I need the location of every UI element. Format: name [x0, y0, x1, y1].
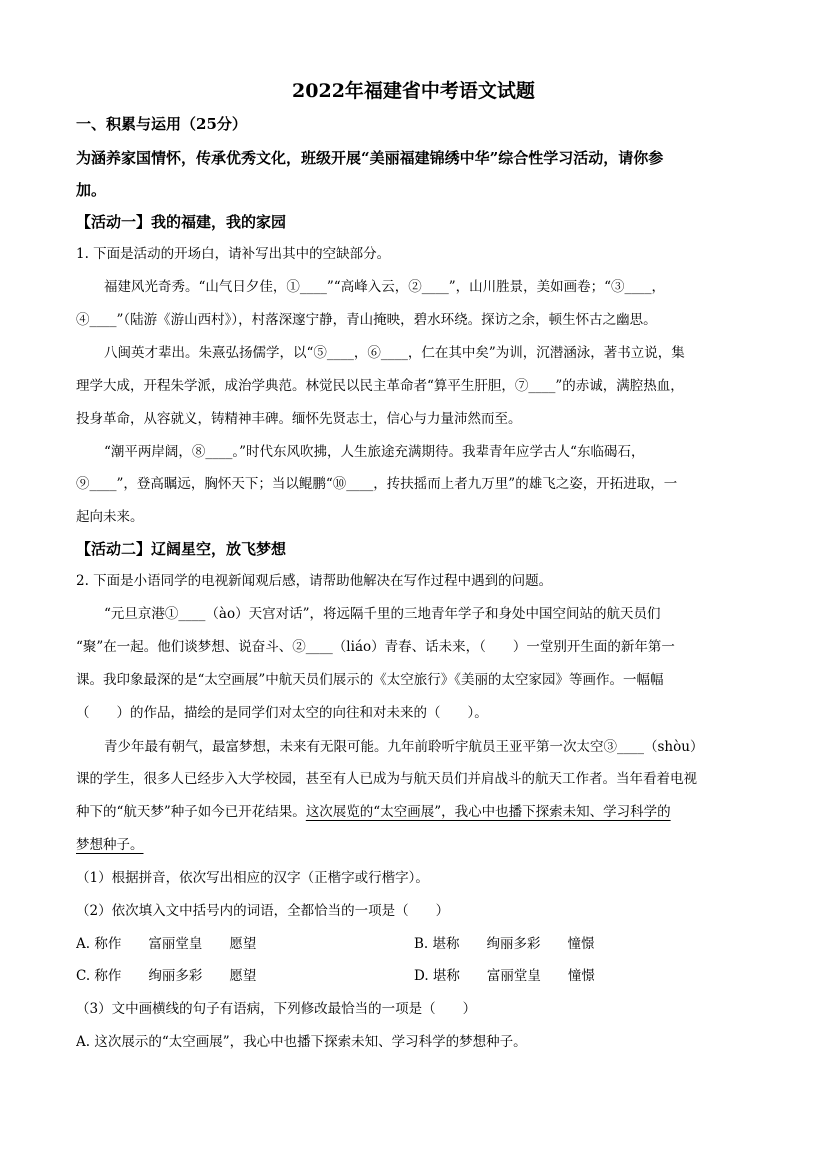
- activity2-header: 【活动二】辽阔星空，放飞梦想: [76, 540, 287, 558]
- option-d: D. 堪称 富丽堂皇 憧憬: [414, 968, 595, 984]
- activity1-line-4: 理学大成，开程朱学派，成治学典范。林觉民以民主革命者“算平生肝胆，⑦____”的赤诚，满腔热血，: [76, 378, 684, 394]
- option-c: C. 称作 绚丽多彩 愿望: [76, 968, 257, 984]
- activity1-line-2: ④____”（陆游《游山西村》），村落深邃宁静，青山掩映，碧水环绕。探访之余，顿生怀古之幽思。: [76, 312, 657, 328]
- activity2-line-7: [76, 802, 752, 822]
- activity2-question: 2. 下面是小语同学的电视新闻观后感，请帮助他解决在写作过程中遇到的问题。: [76, 573, 553, 589]
- section-header: 一、积累与运用（25分）: [76, 115, 247, 133]
- option-a: A. 称作 富丽堂皇 愿望: [76, 936, 257, 952]
- activity1-line-8: 起向未来。: [76, 509, 144, 525]
- activity2-line-6: 课的学生，很多人已经步入大学校园，甚至有人已成为与航天员们并肩战斗的航天工作者。当年看着电视: [76, 771, 697, 787]
- activity2-line-1: “元旦京港①____（ào）天宫对话”，将远隔千里的三地青年学子和身处中国空间站的航天员们: [104, 606, 661, 622]
- activity2-line-5: 青少年最有朝气，最富梦想，未来有无限可能。九年前聆听宇航员王亚平第一次太空③____（shòu）: [104, 739, 704, 755]
- activity1-line-1: 福建风光奇秀。“山气日夕佳，①____”“高峰入云，②____”，山川胜景，美如画卷；“③____，: [104, 279, 666, 295]
- activity2-line-8: [76, 835, 752, 855]
- activity1-line-3: 八闽英才辈出。朱熹弘扬儒学，以“⑤____，⑥____，仁在其中矣”为训，沉潜涵泳，著书立说，集: [104, 345, 685, 361]
- options-row-2: [76, 966, 752, 986]
- intro-line-2: 加。: [76, 181, 107, 199]
- sub-question-3-option-a: A. 这次展示的“太空画展”，我心中也播下探索未知、学习科学的梦想种子。: [76, 1034, 527, 1050]
- intro-line-1: 为涵养家国情怀，传承优秀文化，班级开展“美丽福建锦绣中华”综合性学习活动，请你参: [76, 149, 664, 167]
- page-title: 2022年福建省中考语文试题: [292, 80, 535, 102]
- activity1-question: 1. 下面是活动的开场白，请补写出其中的空缺部分。: [76, 246, 391, 262]
- activity1-header: 【活动一】我的福建，我的家园: [76, 213, 287, 231]
- sub-question-2: （2）依次填入文中括号内的词语，全都恰当的一项是（ ）: [76, 903, 450, 919]
- activity2-line-3: 课。我印象最深的是“太空画展”中航天员们展示的《太空旅行》《美丽的太空家园》等画作。一幅幅: [76, 672, 664, 688]
- activity1-line-5: 投身革命，从容就义，铸精神丰碑。缅怀先贤志士，信心与力量沛然而至。: [76, 411, 522, 427]
- underlined-sentence-part-1: 这次展览的“太空画展”，我心中也播下探索未知、学习科学的: [305, 804, 671, 820]
- underlined-sentence-part-2: 梦想种子。: [76, 837, 144, 853]
- sub-question-1: （1）根据拼音，依次写出相应的汉字（正楷字或行楷字）。: [76, 870, 429, 886]
- sub-question-3: （3）文中画横线的句子有语病，下列修改最恰当的一项是（ ）: [76, 1001, 477, 1017]
- activity1-line-7: ⑨____”，登高瞩远，胸怀天下；当以鲲鹏“⑩____，抟扶摇而上者九万里”的雄飞之姿，开拓进取，一: [76, 476, 678, 492]
- options-row-1: [76, 934, 752, 954]
- activity2-line-2: “聚”在一起。他们谈梦想、说奋斗、②____（liáo）青春、话未来，（ ）一堂别开生面的新年第一: [76, 639, 675, 655]
- activity2-line-4: （ ）的作品，描绘的是同学们对太空的向往和对未来的（ ）。: [76, 705, 488, 721]
- option-b: B. 堪称 绚丽多彩 憧憬: [414, 936, 595, 952]
- activity1-line-6: “潮平两岸阔，⑧____。”时代东风吹拂，人生旅途充满期待。我辈青年应学古人“东临碣石，: [104, 444, 645, 460]
- activity2-line-7-text: 种下的“航天梦”种子如今已开花结果。: [76, 804, 306, 820]
